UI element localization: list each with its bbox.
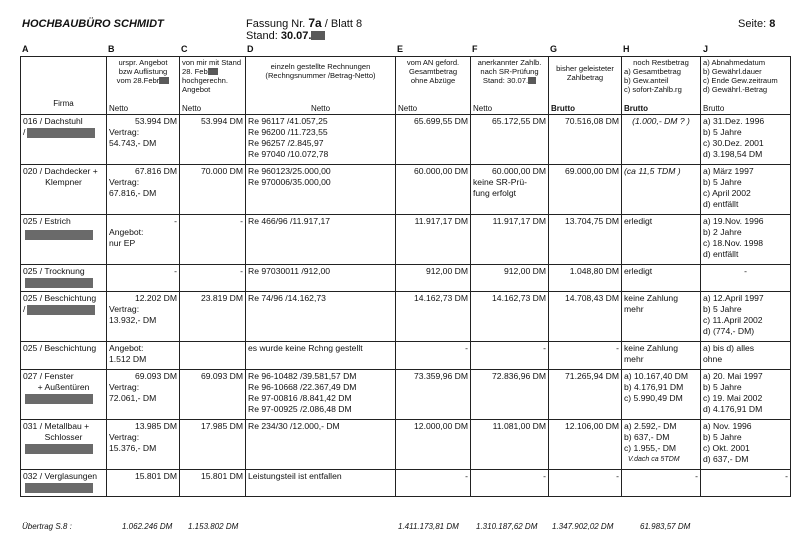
- rechnung-line: Re 96-10482 /39.581,57 DM: [248, 371, 357, 381]
- header-hochgerechnet: [180, 57, 246, 115]
- header-line: 28. Feb: [182, 67, 208, 76]
- cell-abnahme: [701, 115, 791, 165]
- header-line: ohne Abzüge: [410, 76, 456, 85]
- cell-restbetrag: [622, 115, 701, 165]
- fassung-line: [246, 16, 362, 30]
- carry-over-restbetrag: 61.983,57 DM: [640, 522, 691, 531]
- abnahme-line: d) (774,- DM): [703, 326, 755, 336]
- cell-gesamtbetrag: 73.359,96 DM: [396, 370, 471, 420]
- abnahme-line: b) 5 Jahre: [703, 432, 742, 442]
- cell-zahlbetrag: 14.708,43 DM: [549, 292, 622, 342]
- firma-name: 027 / Fenster: [23, 371, 74, 381]
- cell-restbetrag: [622, 292, 701, 342]
- abnahme-line: a) 19.Nov. 1996: [703, 216, 764, 226]
- redaction-mark: [25, 278, 93, 288]
- anerkannt-line: fung erfolgt: [473, 188, 516, 198]
- header-firma: [21, 57, 107, 115]
- firma-detail: + Außentüren: [37, 382, 90, 392]
- cell-abnahme: [701, 215, 791, 265]
- carry-over-hochgerechnet: 1.153.802 DM: [188, 522, 239, 531]
- cell-gesamtbetrag: -: [396, 342, 471, 370]
- restbetrag-line: V.dach ca 5TDM: [628, 456, 680, 463]
- angebot-amount: 69.093 DM: [134, 371, 177, 381]
- header-line: einzeln gestellte Rechnungen: [270, 62, 371, 71]
- angebot-note: Angebot:: [109, 343, 144, 353]
- rechnung-line: Leistungsteil ist entfallen: [248, 471, 342, 481]
- cell-gesamtbetrag: 912,00 DM: [396, 265, 471, 292]
- angebot-note: Vertrag:: [109, 382, 140, 392]
- page-number: [738, 18, 775, 30]
- anerkannt-line: keine SR-Prü-: [473, 177, 527, 187]
- cell-firma: [21, 292, 107, 342]
- header-line: Zahlbetrag: [566, 73, 604, 82]
- angebot-note: 13.932,- DM: [109, 315, 157, 325]
- carry-over-gesamtbetrag: 1.411.173,81 DM: [398, 522, 459, 531]
- ledger-table: [20, 56, 791, 497]
- firma-name: 016 / Dachstuhl: [23, 116, 83, 126]
- column-letter: B: [108, 44, 115, 54]
- restbetrag-line: keine Zahlung: [624, 293, 678, 303]
- firma-detail: Schlosser: [44, 432, 83, 442]
- abnahme-line: a) 12.April 1997: [703, 293, 764, 303]
- firma-detail: /: [23, 127, 26, 137]
- rechnung-line: Re 960123/25.000,00: [248, 166, 331, 176]
- carry-over-anerkannt: 1.310.187,62 DM: [476, 522, 538, 531]
- firma-name: 031 / Metallbau +: [23, 421, 90, 431]
- abnahme-line: d) entfällt: [703, 199, 739, 209]
- abnahme-line: c) April 2002: [703, 188, 751, 198]
- stand-label: Stand:: [246, 30, 278, 42]
- header-line: nach SR-Prüfung: [480, 67, 539, 76]
- cell-restbetrag: [622, 342, 701, 370]
- cell-abnahme: [701, 165, 791, 215]
- header-line: a) Abnahmedatum: [703, 58, 766, 67]
- restbetrag-line: a) 2.592,- DM: [624, 421, 677, 431]
- table-row: [21, 420, 791, 470]
- restbetrag-line: erledigt: [624, 266, 653, 276]
- cell-anerkannt: [471, 292, 549, 342]
- firma-detail: Klempner: [45, 177, 82, 187]
- cell-angebot: [107, 420, 180, 470]
- header-unit: Netto: [398, 104, 418, 113]
- redaction-mark: [25, 230, 93, 240]
- cell-hochgerechnet: 15.801 DM: [180, 470, 246, 497]
- column-letter: A: [22, 44, 29, 54]
- header-line: bisher geleisteter: [556, 64, 614, 73]
- cell-abnahme: [701, 342, 791, 370]
- redaction-mark: [528, 77, 536, 84]
- header-line: Stand: 30.07.: [482, 76, 529, 85]
- redaction-mark: [27, 305, 95, 315]
- header-abnahme: [701, 57, 791, 115]
- abnahme-line: -: [744, 266, 747, 276]
- header-unit: Netto: [182, 104, 202, 113]
- firma-name: 020 / Dachdecker +: [23, 166, 98, 176]
- cell-hochgerechnet: 70.000 DM: [180, 165, 246, 215]
- angebot-note: 1.512 DM: [109, 354, 147, 364]
- cell-rechnungen: [246, 115, 396, 165]
- abnahme-line: d) 637,- DM: [703, 454, 749, 464]
- angebot-amount: 53.994 DM: [134, 116, 177, 126]
- cell-abnahme: [701, 370, 791, 420]
- cell-zahlbetrag: 70.516,08 DM: [549, 115, 622, 165]
- header-line: b) Gew.anteil: [624, 76, 669, 85]
- header-gesamtbetrag: [396, 57, 471, 115]
- rechnung-line: Re 97-00925 /2.086,48 DM: [248, 404, 352, 414]
- cell-zahlbetrag: 71.265,94 DM: [549, 370, 622, 420]
- angebot-note: 15.376,- DM: [109, 443, 157, 453]
- anerkannt-line: 65.172,55 DM: [492, 116, 546, 126]
- header-line: (Rechngsnummer /Betrag-Netto): [265, 71, 376, 80]
- firma-name: 025 / Beschichtung: [23, 293, 97, 303]
- redaction-mark: [208, 68, 218, 75]
- cell-hochgerechnet: -: [180, 215, 246, 265]
- angebot-note: Vertrag:: [109, 127, 140, 137]
- rechnung-line: Re 97-00816 /8.841,42 DM: [248, 393, 352, 403]
- fassung-number: 7a: [308, 16, 322, 30]
- redaction-mark: [25, 483, 93, 493]
- rechnung-line: Re 96200 /11.723,55: [248, 127, 328, 137]
- abnahme-line: b) 5 Jahre: [703, 127, 742, 137]
- abnahme-line: -: [785, 471, 788, 481]
- header-line: c) Ende Gew.zeitraum: [703, 76, 778, 85]
- cell-firma: [21, 342, 107, 370]
- restbetrag-line: -: [695, 471, 698, 481]
- header-line: Angebot: [182, 85, 211, 94]
- abnahme-line: a) 31.Dez. 1996: [703, 116, 765, 126]
- cell-anerkannt: [471, 215, 549, 265]
- cell-anerkannt: [471, 420, 549, 470]
- header-line: a) Gesamtbetrag: [624, 67, 681, 76]
- cell-abnahme: [701, 420, 791, 470]
- cell-angebot: [107, 165, 180, 215]
- rechnung-line: Re 970006/35.000,00: [248, 177, 331, 187]
- abnahme-line: c) Okt. 2001: [703, 443, 750, 453]
- column-letter: J: [703, 44, 709, 54]
- abnahme-line: d) 4.176,91 DM: [703, 404, 763, 414]
- cell-rechnungen: [246, 215, 396, 265]
- column-letters: [0, 44, 800, 56]
- cell-anerkannt: [471, 165, 549, 215]
- abnahme-line: a) März 1997: [703, 166, 754, 176]
- firma-name: 025 / Trocknung: [23, 266, 85, 276]
- cell-zahlbetrag: -: [549, 470, 622, 497]
- abnahme-line: b) 5 Jahre: [703, 304, 742, 314]
- cell-angebot: [107, 342, 180, 370]
- redaction-mark: [311, 31, 325, 40]
- cell-restbetrag: [622, 370, 701, 420]
- table-header-row: [21, 57, 791, 115]
- cell-hochgerechnet: [180, 342, 246, 370]
- restbetrag-line: b) 637,- DM: [624, 432, 670, 442]
- fassung-label: Fassung Nr.: [246, 18, 306, 30]
- table-row: [21, 165, 791, 215]
- cell-gesamtbetrag: 60.000,00 DM: [396, 165, 471, 215]
- cell-restbetrag: [622, 215, 701, 265]
- cell-abnahme: [701, 292, 791, 342]
- header-unit: Netto: [473, 104, 493, 113]
- cell-anerkannt: [471, 470, 549, 497]
- seite-label: Seite:: [738, 18, 767, 30]
- anerkannt-line: 11.917,17 DM: [492, 216, 546, 226]
- restbetrag-line: c) 5.990,49 DM: [624, 393, 683, 403]
- table-row: [21, 370, 791, 420]
- cell-rechnungen: [246, 342, 396, 370]
- column-letter: F: [472, 44, 478, 54]
- cell-rechnungen: [246, 165, 396, 215]
- header-line: vom 28.Febr: [116, 76, 160, 85]
- header-unit: Netto: [109, 104, 129, 113]
- restbetrag-line: (ca 11,5 TDM ): [624, 166, 681, 176]
- cell-zahlbetrag: 13.704,75 DM: [549, 215, 622, 265]
- table-row: [21, 292, 791, 342]
- abnahme-line: d) entfällt: [703, 249, 739, 259]
- table-row: [21, 265, 791, 292]
- table-row: [21, 115, 791, 165]
- angebot-amount: -: [174, 266, 177, 276]
- header-anerkannt: [471, 57, 549, 115]
- anerkannt-line: 72.836,96 DM: [492, 371, 546, 381]
- cell-hochgerechnet: 23.819 DM: [180, 292, 246, 342]
- restbetrag-line: b) 4.176,91 DM: [624, 382, 684, 392]
- restbetrag-line: erledigt: [624, 216, 653, 226]
- cell-firma: [21, 265, 107, 292]
- header-line: noch Restbetrag: [633, 58, 689, 67]
- header-line: bzw Auflistung: [118, 67, 168, 76]
- cell-restbetrag: [622, 420, 701, 470]
- cell-gesamtbetrag: 12.000,00 DM: [396, 420, 471, 470]
- abnahme-line: a) 20. Mai 1997: [703, 371, 763, 381]
- abnahme-line: b) 2 Jahre: [703, 227, 742, 237]
- angebot-amount: 15.801 DM: [134, 471, 177, 481]
- firma-name: 032 / Verglasungen: [23, 471, 98, 481]
- anerkannt-line: 912,00 DM: [503, 266, 546, 276]
- header-line: d) Gewährl.-Betrag: [703, 85, 768, 94]
- abnahme-line: c) 11.April 2002: [703, 315, 763, 325]
- restbetrag-line: a) 10.167,40 DM: [624, 371, 689, 381]
- restbetrag-line: (1.000,- DM ? ): [632, 116, 690, 126]
- cell-abnahme: [701, 470, 791, 497]
- stand-value: 30.07.: [280, 30, 312, 42]
- abnahme-line: ohne: [703, 354, 723, 364]
- table-row: [21, 215, 791, 265]
- redaction-mark: [159, 77, 169, 84]
- abnahme-line: c) 18.Nov. 1998: [703, 238, 764, 248]
- blatt-label: / Blatt 8: [324, 18, 363, 30]
- header-rechnungen: [246, 57, 396, 115]
- angebot-note: 54.743,- DM: [109, 138, 157, 148]
- angebot-amount: -: [174, 216, 177, 226]
- cell-firma: [21, 115, 107, 165]
- cell-hochgerechnet: 53.994 DM: [180, 115, 246, 165]
- angebot-amount: 67.816 DM: [134, 166, 177, 176]
- header-restbetrag: [622, 57, 701, 115]
- cell-hochgerechnet: -: [180, 265, 246, 292]
- cell-firma: [21, 215, 107, 265]
- anerkannt-line: 60.000,00 DM: [492, 166, 546, 176]
- abnahme-line: c) 30.Dez. 2001: [703, 138, 764, 148]
- angebot-amount: 12.202 DM: [134, 293, 177, 303]
- redaction-mark: [25, 444, 93, 454]
- cell-hochgerechnet: 17.985 DM: [180, 420, 246, 470]
- abnahme-line: d) 3.198,54 DM: [703, 149, 763, 159]
- cell-hochgerechnet: 69.093 DM: [180, 370, 246, 420]
- abnahme-line: c) 19. Mai 2002: [703, 393, 763, 403]
- cell-gesamtbetrag: 11.917,17 DM: [396, 215, 471, 265]
- rechnung-line: Re 234/30 /12.000,- DM: [248, 421, 340, 431]
- cell-anerkannt: [471, 265, 549, 292]
- angebot-note: Angebot:: [109, 227, 144, 237]
- column-letter: D: [247, 44, 254, 54]
- redaction-mark: [25, 394, 93, 404]
- cell-anerkannt: [471, 115, 549, 165]
- header-line: anerkannter Zahlb.: [477, 58, 542, 67]
- cell-rechnungen: [246, 370, 396, 420]
- column-letter: E: [397, 44, 404, 54]
- rechnung-line: Re 466/96 /11.917,17: [248, 216, 331, 226]
- angebot-amount: 13.985 DM: [134, 421, 177, 431]
- company-name: HOCHBAUBÜRO SCHMIDT: [22, 18, 164, 30]
- cell-firma: [21, 420, 107, 470]
- abnahme-line: a) bis d) alles: [703, 343, 755, 353]
- rechnung-line: Re 97040 /10.072,78: [248, 149, 329, 159]
- abnahme-line: b) 5 Jahre: [703, 382, 742, 392]
- header-angebot: [107, 57, 180, 115]
- cell-angebot: [107, 470, 180, 497]
- restbetrag-line: mehr: [624, 304, 644, 314]
- header-line: Gesamtbetrag: [408, 67, 458, 76]
- angebot-note: 72.061,- DM: [109, 393, 157, 403]
- abnahme-line: b) 5 Jahre: [703, 177, 742, 187]
- header-line: vom AN geford.: [406, 58, 460, 67]
- header-unit: Brutto: [624, 104, 648, 113]
- restbetrag-line: keine Zahlung: [624, 343, 678, 353]
- carry-over-angebot: 1.062.246 DM: [122, 522, 173, 531]
- cell-anerkannt: [471, 370, 549, 420]
- firma-detail: /: [23, 304, 26, 314]
- cell-gesamtbetrag: -: [396, 470, 471, 497]
- header-line: urspr. Angebot: [118, 58, 168, 67]
- rechnung-line: Re 74/96 /14.162,73: [248, 293, 326, 303]
- column-letter: C: [181, 44, 188, 54]
- angebot-note: 67.816,- DM: [109, 188, 157, 198]
- anerkannt-line: -: [543, 343, 546, 353]
- header-line: von mir mit Stand: [182, 58, 242, 67]
- angebot-note: Vertrag:: [109, 177, 140, 187]
- restbetrag-line: mehr: [624, 354, 644, 364]
- cell-angebot: [107, 115, 180, 165]
- table-row: [21, 470, 791, 497]
- cell-anerkannt: [471, 342, 549, 370]
- carry-over-row: [0, 522, 800, 536]
- angebot-note: nur EP: [109, 238, 136, 248]
- cell-firma: [21, 370, 107, 420]
- cell-firma: [21, 470, 107, 497]
- cell-angebot: [107, 292, 180, 342]
- anerkannt-line: -: [543, 471, 546, 481]
- cell-zahlbetrag: -: [549, 342, 622, 370]
- cell-gesamtbetrag: 14.162,73 DM: [396, 292, 471, 342]
- rechnung-line: Re 96257 /2.845,97: [248, 138, 324, 148]
- header-unit: Brutto: [703, 104, 725, 113]
- header-unit: Netto: [310, 104, 331, 113]
- cell-rechnungen: [246, 420, 396, 470]
- cell-rechnungen: [246, 470, 396, 497]
- cell-angebot: [107, 370, 180, 420]
- header-line: c) sofort-Zahlb.rg: [624, 85, 682, 94]
- cell-zahlbetrag: 1.048,80 DM: [549, 265, 622, 292]
- cell-abnahme: [701, 265, 791, 292]
- redaction-mark: [27, 128, 95, 138]
- column-letter: G: [550, 44, 558, 54]
- cell-restbetrag: [622, 165, 701, 215]
- cell-angebot: [107, 215, 180, 265]
- anerkannt-line: 14.162,73 DM: [492, 293, 546, 303]
- carry-over-zahlbetrag: 1.347.902,02 DM: [552, 522, 614, 531]
- cell-restbetrag: [622, 470, 701, 497]
- angebot-note: Vertrag:: [109, 432, 140, 442]
- table-row: [21, 342, 791, 370]
- cell-firma: [21, 165, 107, 215]
- seite-value: 8: [769, 18, 776, 30]
- rechnung-line: Re 96-10668 /22.367,49 DM: [248, 382, 357, 392]
- cell-angebot: [107, 265, 180, 292]
- stand-line: [246, 30, 325, 42]
- firma-name: 025 / Beschichtung: [23, 343, 97, 353]
- cell-zahlbetrag: 69.000,00 DM: [549, 165, 622, 215]
- header-line: b) Gewährl.dauer: [703, 67, 762, 76]
- header-line: hochgerechn.: [182, 76, 229, 85]
- firma-name: 025 / Estrich: [23, 216, 71, 226]
- rechnung-line: Re 96117 /41.057,25: [248, 116, 328, 126]
- header-line: Firma: [53, 99, 74, 108]
- column-letter: H: [623, 44, 630, 54]
- rechnung-line: Re 97030011 /912,00: [248, 266, 331, 276]
- anerkannt-line: 11.081,00 DM: [492, 421, 546, 431]
- cell-rechnungen: [246, 292, 396, 342]
- header-unit: Brutto: [551, 104, 575, 113]
- cell-restbetrag: [622, 265, 701, 292]
- header-zahlbetrag: [549, 57, 622, 115]
- angebot-note: Vertrag:: [109, 304, 140, 314]
- cell-zahlbetrag: 12.106,00 DM: [549, 420, 622, 470]
- abnahme-line: a) Nov. 1996: [703, 421, 752, 431]
- cell-rechnungen: [246, 265, 396, 292]
- rechnung-line: es wurde keine Rchng gestellt: [248, 343, 363, 353]
- cell-gesamtbetrag: 65.699,55 DM: [396, 115, 471, 165]
- carry-over-label: Übertrag S.8 :: [22, 522, 72, 531]
- restbetrag-line: c) 1.955,- DM: [624, 443, 677, 453]
